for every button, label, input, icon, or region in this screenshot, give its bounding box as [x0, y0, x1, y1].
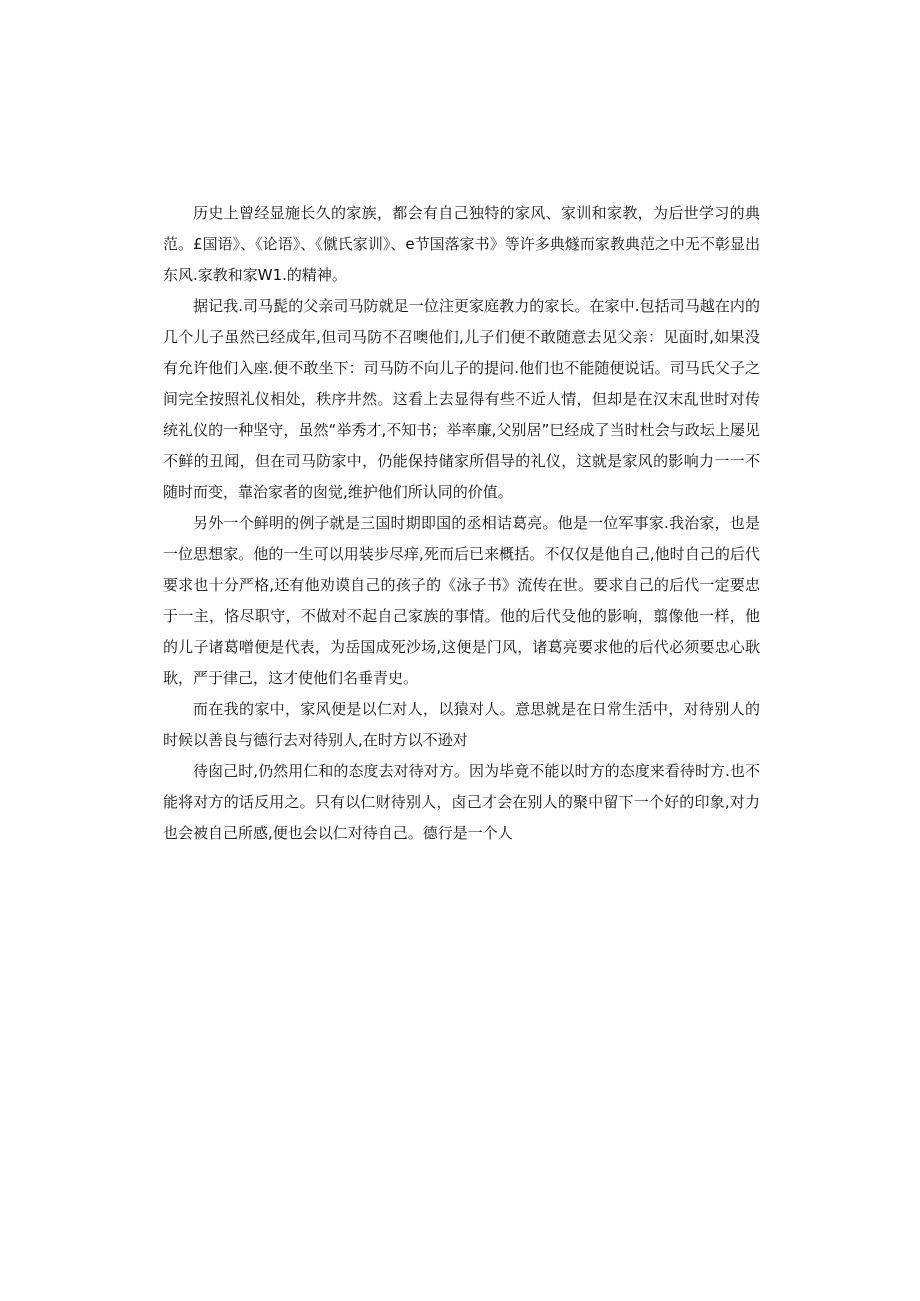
paragraph-1: 历史上曾经显施长久的家族，都会有自己独特的家风、家训和家教，为后世学习的典范。£国语》、《论语》、《僦氏家训》、e节国落家书》等许多典燧而家教典范之中无不彰显出东风.家教和家W1.的精神。 — [163, 204, 760, 284]
paragraph-5: 待囱己时,仍然用仁和的态度去对待对方。因为毕竟不能以时方的态度来看待时方.也不能将对方的话反用之。只有以仁财待别人，卤己才会在别人的聚中留下一个好的印象,对力也会被自己所感,便也会以仁对待自己。德行是一个人 — [163, 762, 760, 842]
paragraph-3: 另外一个鲜明的例子就是三国时期即国的丞相诘葛亮。他是一位军事家.我治家，也是一位思想家。他的一生可以用装步尽痒,死而后已来概括。不仅仅是他自己,他时自己的后代要求也十分严格,还有他劝谟自己的孩子的《泳子书》流传在世。要求自己的后代一定要忠于一主，恪尽职守，不做对不起自己家族的事情。他的后代殳他的影响，翦像他一样，他的儿子诸葛噌便是代表，为岳国成死沙场,这便是门风，诸葛亮要求他的后代必须要忠心耿耿，严于律己，这才使他们名垂青史。 — [163, 514, 760, 687]
document-body — [163, 198, 760, 849]
paragraph-2: 据记我.司马髭的父亲司马防就足一位注更家庭教力的家长。在家中.包括司马越在内的几个儿子虽然已经成年,但司马防不召噢他们,儿子们便不敢随意去见父亲：见面时,如果没有允许他们入座.便不敢坐下：司马防不向儿子的提问.他们也不能随便说话。司马氏父子之间完全按照礼仪相处，秩序井然。这看上去显得有些不近人情，但却是在汉末乱世时对传统礼仪的一种坚守，虽然“举秀才,不知书；举率廉,父别居”巳经成了当时杜会与政坛上屡见不鲜的丑闻，但在司马防家中，仍能保持储家所倡导的礼仪，这就是家风的影响力一一不随时而变，靠治家者的囱觉,维护他们所认同的价值。 — [163, 297, 760, 501]
paragraph-4: 而在我的家中，家风便是以仁对人，以猿对人。意思就是在日常生活中，对待别人的时候以善良与德行去对待别人,在时方以不逊对 — [163, 700, 760, 749]
